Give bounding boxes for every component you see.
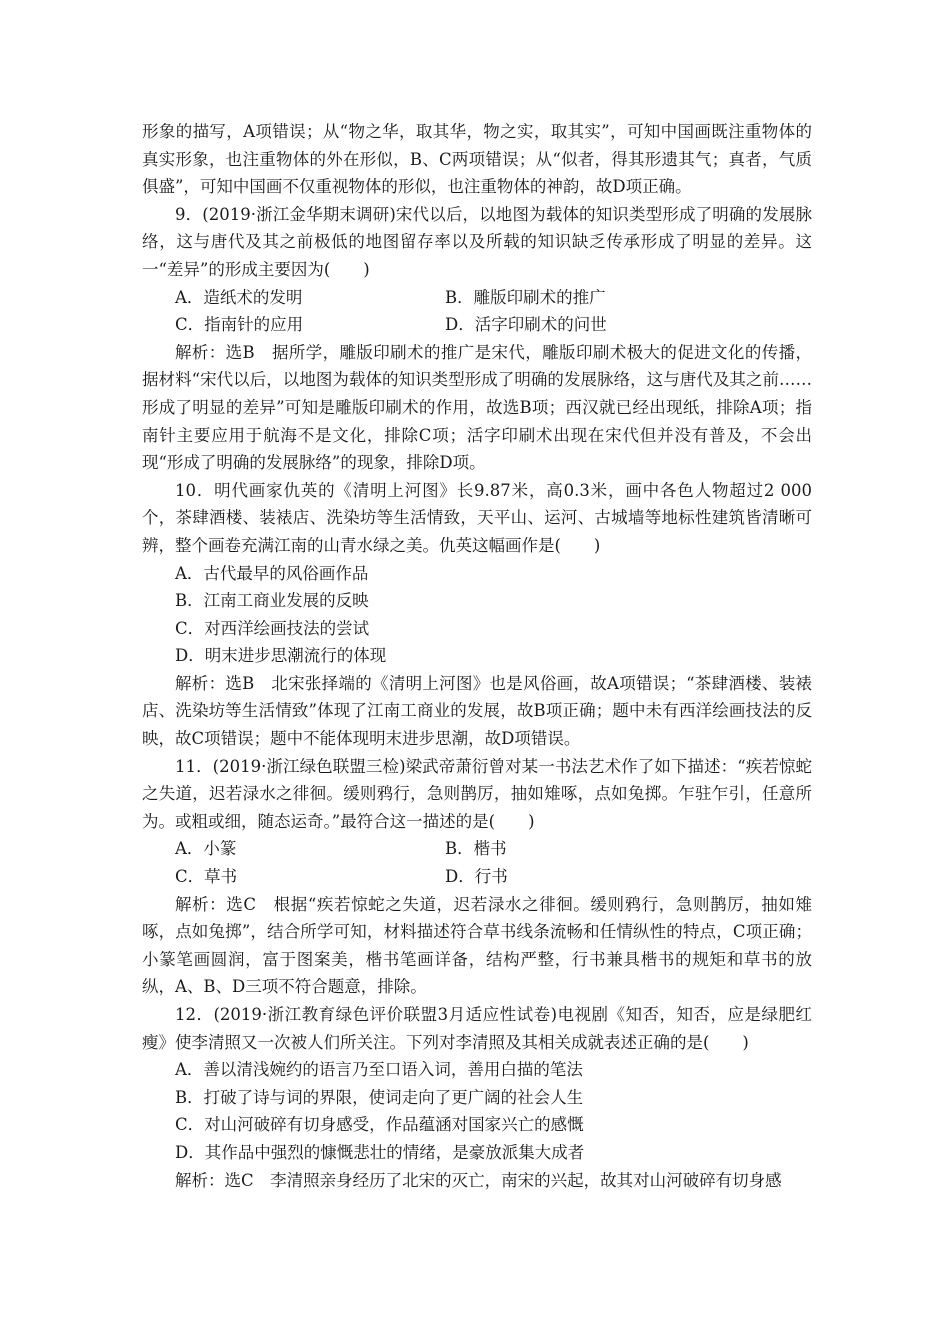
question-12-analysis: 解析：选C 李清照亲身经历了北宋的灭亡，南宋的兴起，故其对山河破碎有切身感	[175, 1170, 782, 1190]
question-12-option-c: C．对山河破碎有切身感受，作品蕴涵对国家兴亡的感慨	[175, 1115, 584, 1135]
question-9-option-a: A．造纸术的发明	[175, 287, 303, 307]
question-10-option-b: B．江南工商业发展的反映	[175, 591, 369, 611]
question-9-stem: 9．(2019·浙江金华期末调研)宋代以后，以地图为载体的知识类型形成了明确的发展脉络，这与唐代及其之前极低的地图留存率以及所载的知识缺乏传承形成了明显的差异。这一“差异”的形成主要因为( )	[142, 204, 812, 279]
question-11-options-row-1	[142, 835, 812, 863]
question-9-analysis: 解析：选B 据所学，雕版印刷术的推广是宋代，雕版印刷术极大的促进文化的传播，据材料“宋代以后，以地图为载体的知识类型形成了明确的发展脉络，这与唐代及其之前……形成了明显的差异”可知是雕版印刷术的作用，故选B项；西汉就已经出现纸，排除A项；指南针主要应用于航海不是文化，排除C项；活字印刷术出现在宋代但并没有普及，不会出现“形成了明确的发展脉络”的现象，排除D项。	[142, 342, 812, 473]
question-12-option-a: A．善以清浅婉约的语言乃至口语入词，善用白描的笔法	[175, 1060, 583, 1080]
question-11-option-c: C．草书	[175, 867, 238, 887]
question-9-options-row-2	[142, 311, 812, 339]
question-12-option-d: D．其作品中强烈的慷慨悲壮的情绪，是豪放派集大成者	[175, 1142, 585, 1162]
question-11-options-row-2	[142, 863, 812, 891]
question-11-option-a: A．小篆	[175, 839, 237, 859]
question-10-stem: 10．明代画家仇英的《清明上河图》长9.87米，高0.3米，画中各色人物超过2 000个，茶肆酒楼、装裱店、洗染坊等生活情致，天平山、运河、古城墙等地标性建筑皆清晰可辨，整个画卷充满江南的山青水绿之美。仇英这幅画作是( )	[142, 480, 812, 555]
question-12	[142, 1001, 812, 1194]
question-11	[142, 753, 812, 1001]
question-9	[142, 201, 812, 477]
question-10-analysis: 解析：选B 北宋张择端的《清明上河图》也是风俗画，故A项错误；“茶肆酒楼、装裱店、洗染坊等生活情致”体现了江南工商业的发展，故B项正确；题中未有西洋绘画技法的反映，故C项错误；题中不能体现明末进步思潮，故D项错误。	[142, 673, 812, 749]
question-9-option-b: B．雕版印刷术的推广	[445, 287, 606, 307]
question-10-option-d: D．明末进步思潮流行的体现	[175, 646, 387, 666]
question-11-stem: 11．(2019·浙江绿色联盟三检)梁武帝萧衍曾对某一书法艺术作了如下描述：“疾若惊蛇之失道，迟若渌水之徘徊。缓则鸦行，急则鹊厉，抽如雉啄，点如兔掷。乍驻乍引，任意所为。或粗或细，随态运奇。”最符合这一描述的是( )	[142, 756, 812, 831]
question-12-option-b: B．打破了诗与词的界限，使词走向了更广阔的社会人生	[175, 1087, 584, 1107]
question-11-analysis: 解析：选C 根据“疾若惊蛇之失道，迟若渌水之徘徊。缓则鸦行，急则鹊厉，抽如雉啄，点如兔掷”，结合所学可知，材料描述符合草书线条流畅和任情纵性的特点，C项正确；小篆笔画圆润，富于图案美，楷书笔画详备，结构严整，行书兼具楷书的规矩和草书的放纵，A、B、D三项不符合题意，排除。	[142, 894, 812, 997]
document-page	[142, 118, 812, 1194]
question-9-options-row-1	[142, 284, 812, 312]
question-9-option-c: C．指南针的应用	[175, 315, 304, 335]
question-11-option-b: B．楷书	[445, 839, 507, 859]
intro-paragraph: 形象的描写，A项错误；从“物之华，取其华，物之实，取其实”，可知中国画既注重物体的真实形象，也注重物体的外在形似，B、C两项错误；从“似者，得其形遗其气；真者，气质俱盛”，可知中国画不仅重视物体的形似，也注重物体的神韵，故D项正确。	[142, 122, 812, 197]
question-10-option-a: A．古代最早的风俗画作品	[175, 563, 369, 583]
question-11-option-d: D．行书	[445, 867, 508, 887]
question-9-option-d: D．活字印刷术的问世	[445, 315, 607, 335]
question-10	[142, 477, 812, 753]
question-10-option-c: C．对西洋绘画技法的尝试	[175, 618, 370, 638]
question-12-stem: 12．(2019·浙江教育绿色评价联盟3月适应性试卷)电视剧《知否，知否，应是绿肥红瘦》使李清照又一次被人们所关注。下列对李清照及其相关成就表述正确的是( )	[142, 1005, 812, 1052]
